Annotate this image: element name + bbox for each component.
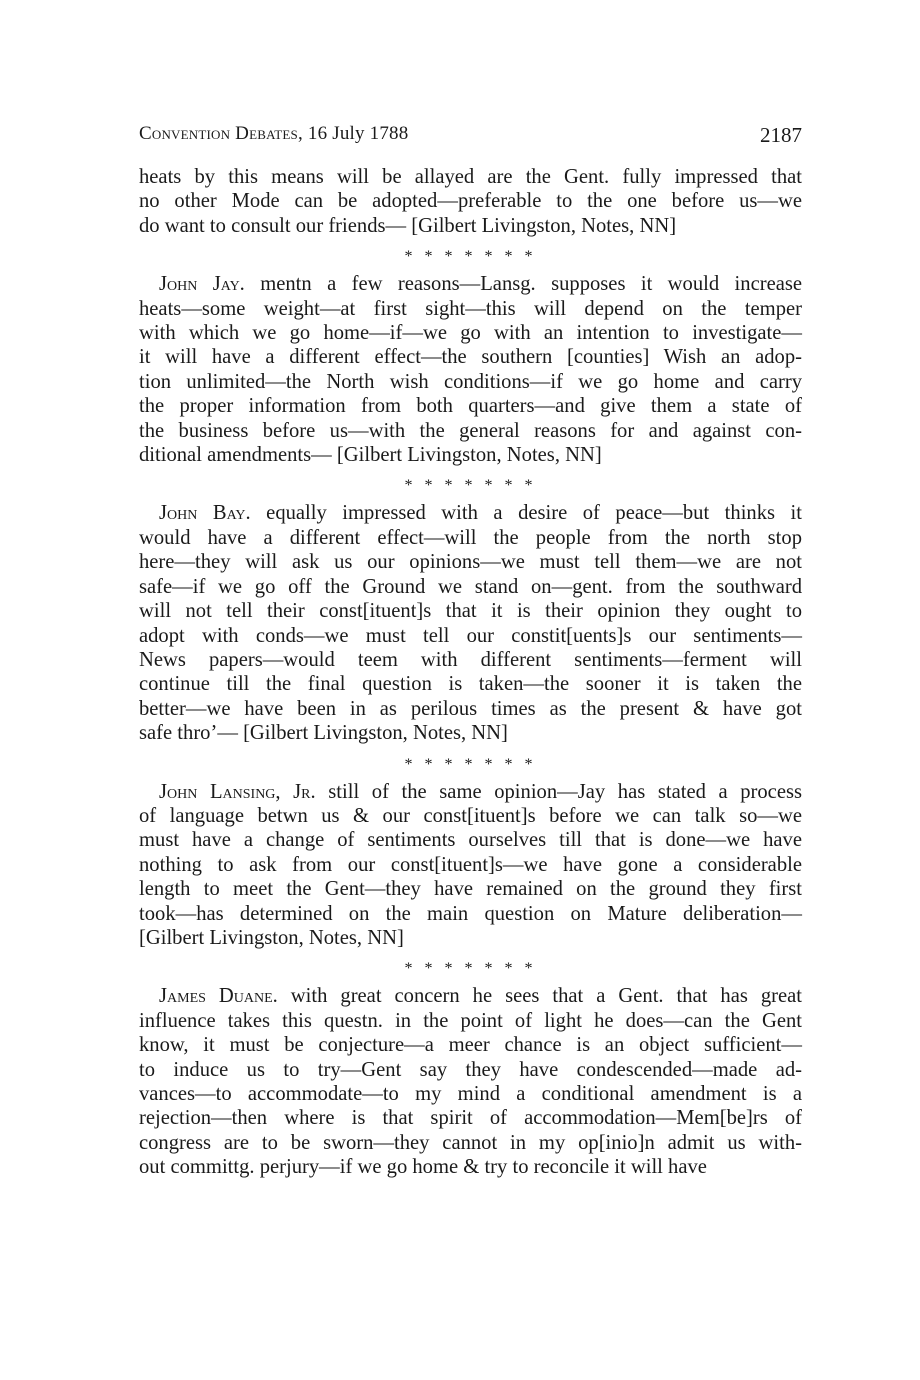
text-line: nothing to ask from our const[ituent]s—we have gone a considerable: [139, 853, 802, 876]
text-line: to induce us to try—Gent say they have condescended—made ad-: [139, 1058, 802, 1081]
running-head: [139, 123, 408, 145]
speaker-paragraph: [139, 272, 802, 467]
page-header: [139, 117, 802, 157]
text-line: safe—if we go off the Ground we stand on—gent. from the southward: [139, 575, 802, 598]
text-line: tion unlimited—the North wish conditions—if we go home and carry: [139, 370, 802, 393]
text-line: it will have a different effect—the southern [counties] Wish an adop-: [139, 346, 802, 369]
speaker-paragraph: [139, 501, 802, 745]
text-line: took—has determined on the main question on Mature deliberation—: [139, 902, 802, 925]
document-body: [139, 165, 802, 1180]
text-line: News papers—would teem with different sentiments—ferment will: [139, 648, 802, 671]
section-separator: * * * * * * *: [404, 248, 537, 266]
text-line: John Jay. mentn a few reasons—Lansg. supposes it would increase: [159, 273, 803, 296]
text-line: [Gilbert Livingston, Notes, NN]: [139, 926, 404, 949]
document-page: [139, 117, 802, 1180]
text-line: would have a different effect—will the people from the north stop: [139, 526, 802, 549]
text-line: continue till the final question is taken—the sooner it is taken the: [139, 673, 802, 696]
text-line: John Lansing, Jr. still of the same opinion—Jay has stated a process: [159, 780, 802, 803]
text-line: no other Mode can be adopted—preferable to the one before us—we: [139, 190, 802, 213]
text-line: must have a change of sentiments ourselves till that is done—we have: [139, 829, 802, 852]
text-line: rejection—then where is that spirit of accommodation—Mem[be]rs of: [139, 1107, 802, 1130]
speaker-name: John Lansing, Jr.: [159, 780, 316, 803]
text-line: the business before us—with the general reasons for and against con-: [139, 419, 802, 442]
text-line: out committg. perjury—if we go home & try to reconcile it will have: [139, 1156, 707, 1179]
page-number: 2187: [760, 123, 802, 147]
paragraph: [139, 165, 802, 238]
text-line: with which we go home—if—we go with an intention to investigate—: [139, 322, 802, 345]
text-line: of language betwn us & our const[ituent]s before we can talk so—we: [139, 804, 802, 827]
text-line: adopt with conds—we must tell our constit[uents]s our sentiments—: [139, 624, 802, 647]
running-head-title: Convention Debates: [139, 123, 298, 144]
text-line: James Duane. with great concern he sees that a Gent. that has great: [159, 985, 803, 1008]
text-line: congress are to be sworn—they cannot in my op[inio]n admit us with-: [139, 1131, 802, 1154]
text-line: here—they will ask us our opinions—we must tell them—we are not: [139, 551, 802, 574]
text-line: better—we have been in as perilous times as the present & have got: [139, 697, 802, 720]
text-line: influence takes this questn. in the point of light he does—can the Gent: [139, 1009, 802, 1032]
text-line: safe thro’— [Gilbert Livingston, Notes, NN]: [139, 722, 508, 745]
text-line: know, it must be conjecture—a meer chance is an object sufficient—: [139, 1034, 802, 1057]
section-separator: * * * * * * *: [404, 477, 537, 495]
text-line: length to meet the Gent—they have remained on the ground they first: [139, 878, 802, 901]
text-line: ditional amendments— [Gilbert Livingston, Notes, NN]: [139, 444, 602, 467]
text-line: heats by this means will be allayed are the Gent. fully impressed that: [139, 166, 802, 188]
text-line: John Bay. equally impressed with a desire of peace—but thinks it: [159, 502, 802, 525]
text-line: will not tell their const[ituent]s that it is their opinion they ought to: [139, 600, 802, 623]
text-line: the proper information from both quarters—and give them a state of: [139, 395, 802, 418]
text-line: vances—to accommodate—to my mind a conditional amendment is a: [139, 1083, 802, 1105]
speaker-name: John Jay.: [159, 273, 245, 296]
text-line: do want to consult our friends— [Gilbert Livingston, Notes, NN]: [139, 214, 677, 237]
speaker-paragraph: [139, 984, 802, 1179]
speaker-name: James Duane.: [159, 985, 278, 1008]
section-separator: * * * * * * *: [404, 755, 537, 773]
speaker-name: John Bay.: [159, 502, 251, 525]
section-separator: * * * * * * *: [404, 960, 537, 978]
text-line: heats—some weight—at first sight—this will depend on the temper: [139, 297, 802, 320]
speaker-paragraph: [139, 780, 802, 951]
running-head-date: , 16 July 1788: [297, 123, 409, 144]
